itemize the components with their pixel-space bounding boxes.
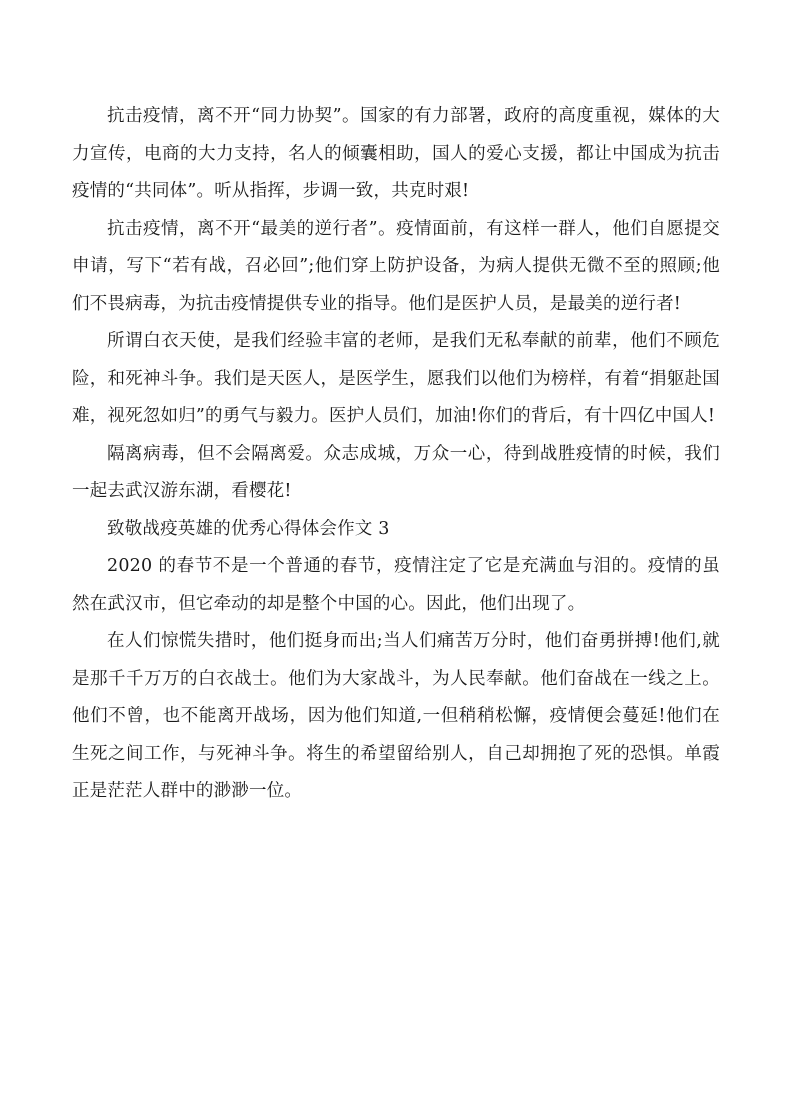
paragraph-white-warriors: 在人们惊慌失措时，他们挺身而出;当人们痛苦万分时，他们奋勇拼搏!他们,就是那千千万万的白衣战士。他们为大家战斗，为人民奉献。他们奋战在一线之上。他们不曾，也不能离开战场，因为他们知道,一但稍稍松懈，疫情便会蔓延!他们在生死之间工作，与死神斗争。将生的希望留给别人，自己却拥抱了死的恐惧。单霞正是茫茫人群中的渺渺一位。 — [72, 631, 720, 801]
paragraph-unity: 抗击疫情，离不开“同力协契”。国家的有力部署，政府的高度重视，媒体的大力宣传，电商的大力支持，名人的倾囊相助，国人的爱心支援，都让中国成为抗击疫情的“共同体”。听从指挥，步调一致，共克时艰! — [72, 106, 720, 201]
paragraph-isolation: 隔离病毒，但不会隔离爱。众志成城，万众一心，待到战胜疫情的时候，我们一起去武汉游东湖，看樱花! — [72, 443, 720, 501]
paragraph-spring-festival: 2020 的春节不是一个普通的春节，疫情注定了它是充满血与泪的。疫情的虽然在武汉市，但它牵动的却是整个中国的心。因此，他们出现了。 — [72, 556, 720, 614]
section-heading: 致敬战疫英雄的优秀心得体会作文 3 — [107, 518, 390, 539]
paragraph-white-angels: 所谓白衣天使，是我们经验丰富的老师，是我们无私奉献的前辈，他们不顾危险，和死神斗争。我们是天医人，是医学生，愿我们以他们为榜样，有着“捐躯赴国难，视死忽如归”的勇气与毅力。医护人员们，加油!你们的背后，有十四亿中国人! — [72, 331, 720, 426]
document-body — [72, 98, 720, 811]
paragraph-retrograde-heroes: 抗击疫情，离不开“最美的逆行者”。疫情面前，有这样一群人，他们自愿提交申请，写下“若有战，召必回”;他们穿上防护设备，为病人提供无微不至的照顾;他们不畏病毒，为抗击疫情提供专业的指导。他们是医护人员，是最美的逆行者! — [72, 218, 720, 314]
